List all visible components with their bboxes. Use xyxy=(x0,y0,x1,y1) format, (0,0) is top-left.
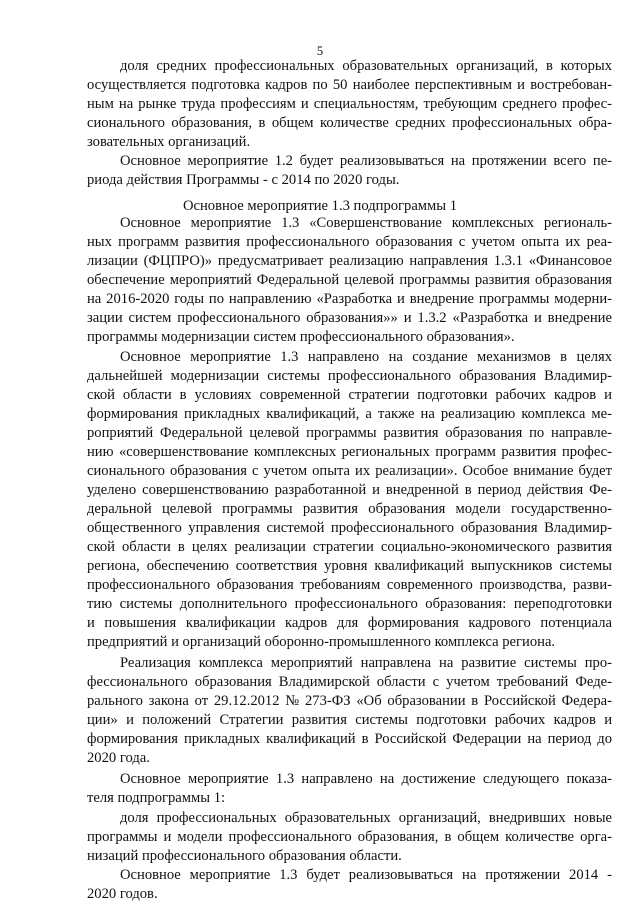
text-line: Основное мероприятие 1.3 направлено на достижение следующего показа- xyxy=(120,771,613,787)
text-line: рального закона от 29.12.2012 № 273-ФЗ «Об образовании в Российской Федера- xyxy=(87,693,612,709)
text-line: формирования прикладных квалификаций, а также на реализацию комплекса ме- xyxy=(87,406,613,422)
text-line: зации систем профессионального образования»» и 1.3.2 «Разработка и внедрение xyxy=(87,310,612,326)
text-line: осуществляется подготовка кадров по 50 наиболее перспективным и востребован- xyxy=(87,77,613,93)
text-line: нию «совершенствование комплексных региональных программ развития профес- xyxy=(87,444,613,460)
text-line: ской области в целях реализации стратегии социально-экономического развития xyxy=(87,539,612,555)
text-line: 2020 годов. xyxy=(87,886,158,902)
text-line: теля подпрограммы 1: xyxy=(87,790,226,806)
text-line: Основное мероприятие 1.2 будет реализовываться на протяжении всего пе- xyxy=(120,153,613,169)
text-line: ным на рынке труда профессиям и специальностям, требующим среднего профес- xyxy=(87,96,613,112)
text-line: предприятий и организаций оборонно-промышленного комплекса региона. xyxy=(87,634,556,650)
text-line: профессионального образования требованиям современного производства, разви- xyxy=(87,577,612,593)
text-line: формирования прикладных квалификаций в Российской Федерации на период до xyxy=(87,731,613,747)
section-heading: Основное мероприятие 1.3 подпрограммы 1 xyxy=(182,198,458,214)
text-line: роприятий Федеральной целевой программы развития образования по направле- xyxy=(87,425,613,441)
text-line: зовательных организаций. xyxy=(87,134,251,150)
text-line: обеспечение мероприятий Федеральной целевой программы развития образования xyxy=(87,272,613,288)
text-line: 2020 года. xyxy=(87,750,150,766)
text-line: Основное мероприятие 1.3 будет реализовываться на протяжении 2014 - xyxy=(120,867,612,883)
text-line: региона, обеспечению соответствия уровня квалификаций выпускников системы xyxy=(87,558,612,574)
text-line: деральной целевой программы развития образования модели государственно- xyxy=(87,501,612,517)
text-line: риода действия Программы - с 2014 по 2020 годы. xyxy=(87,172,400,188)
text-line: доля средних профессиональных образовательных организаций, в которых xyxy=(120,58,613,74)
text-line: программы и модели профессионального образования, в общем количестве орга- xyxy=(87,829,613,845)
text-line: тию системы дополнительного профессионального образования: переподготовки xyxy=(87,596,612,612)
text-line: Реализация комплекса мероприятий направлена на развитие системы про- xyxy=(120,655,612,671)
text-line: Основное мероприятие 1.3 направлено на создание механизмов в целях xyxy=(120,349,613,365)
page-number: 5 xyxy=(316,44,324,58)
text-line: Основное мероприятие 1.3 «Совершенствование комплексных региональ- xyxy=(120,215,612,231)
text-line: лизации (ФЦПРО)» предусматривает реализацию направления 1.3.1 «Финансовое xyxy=(87,253,612,269)
text-line: и повышения квалификации кадров для формирования кадрового потенциала xyxy=(87,615,612,631)
text-line: дальнейшей модернизации системы профессионального образования Владимир- xyxy=(87,368,612,384)
text-line: на 2016-2020 годы по направлению «Разработка и внедрение программы модерни- xyxy=(87,291,613,307)
text-line: общественного управления системой профессионального образования Владимир- xyxy=(87,520,613,536)
text-line: программы модернизации систем профессионального образования». xyxy=(87,329,515,345)
text-line: доля профессиональных образовательных организаций, внедривших новые xyxy=(120,810,613,826)
text-line: сионального образования с учетом опыта их реализации». Особое внимание будет xyxy=(87,463,612,479)
text-line: низаций профессионального образования области. xyxy=(87,848,402,864)
text-line: ской области в условиях современной стратегии подготовки рабочих кадров и xyxy=(87,387,612,403)
text-line: ных программ развития профессионального образования с учетом опыта их реа- xyxy=(87,234,612,250)
text-line: ции» и положений Стратегии развития системы подготовки рабочих кадров и xyxy=(87,712,613,728)
text-line: фессионального образования Владимирской области с учетом требований Феде- xyxy=(87,674,612,690)
text-line: уделено совершенствованию разработанной и внедренной в период действия Фе- xyxy=(87,482,613,498)
text-line: сионального образования, в общем количестве средних профессиональных обра- xyxy=(87,115,613,131)
